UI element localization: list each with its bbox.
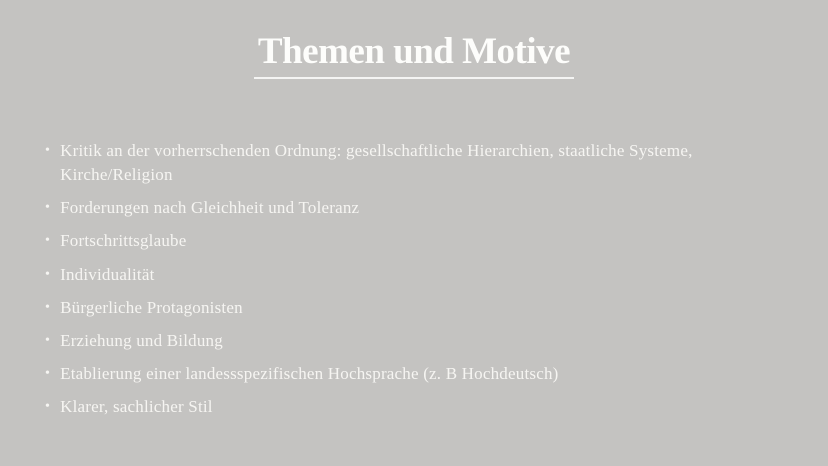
list-item (45, 362, 790, 386)
slide-title: Themen und Motive (254, 30, 574, 79)
bullet-text: Fortschrittsglaube (60, 231, 187, 251)
list-item (45, 329, 790, 353)
list-item (45, 263, 790, 287)
bullet-dot-icon: • (45, 299, 51, 315)
bullet-dot-icon: • (45, 233, 51, 249)
bullet-text: Individualität (60, 264, 155, 284)
bullet-dot-icon: • (45, 200, 51, 216)
bullet-text: Bürgerliche Protagonisten (60, 297, 243, 317)
list-item (45, 139, 790, 187)
bullet-text: Klarer, sachlicher Stil (60, 397, 213, 416)
bullet-dot-icon: • (45, 399, 51, 414)
title-container (0, 0, 828, 79)
list-item (45, 395, 790, 419)
bullet-list (45, 139, 790, 419)
bullet-dot-icon: • (45, 143, 51, 158)
bullet-dot-icon: • (45, 266, 51, 282)
bullet-text: Etablierung einer landessspezifischen Hochsprache (z. B Hochdeutsch) (60, 363, 559, 383)
bullet-text: Erziehung und Bildung (60, 330, 223, 350)
bullet-dot-icon: • (45, 365, 51, 381)
list-item (45, 196, 790, 220)
bullet-text: Forderungen nach Gleichheit und Toleranz (60, 198, 360, 218)
list-item (45, 229, 790, 253)
list-item (45, 296, 790, 320)
bullet-dot-icon: • (45, 332, 51, 348)
bullet-text: Kritik an der vorherrschenden Ordnung: gesellschaftliche Hierarchien, staatliche Systeme, Kirche/Religion (60, 141, 693, 185)
